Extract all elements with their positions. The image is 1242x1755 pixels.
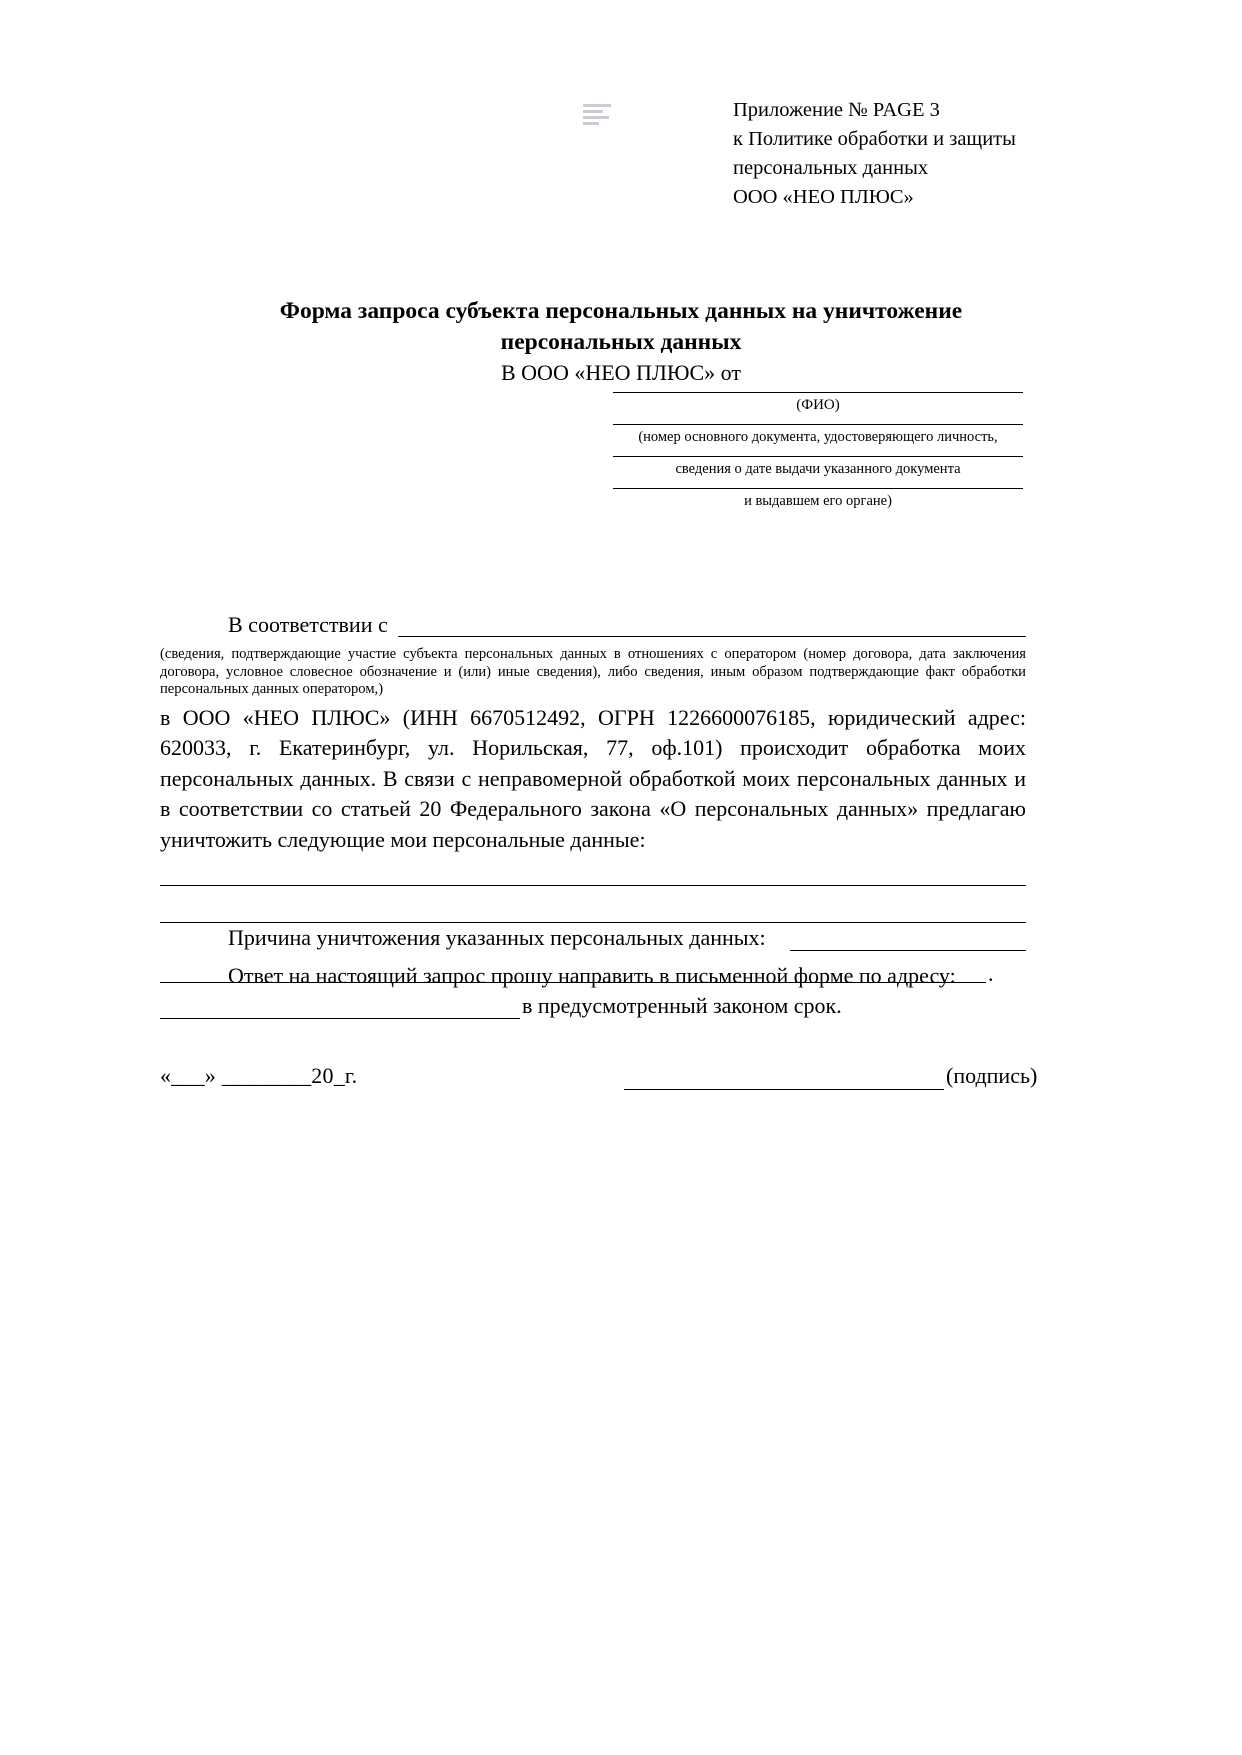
field-id-date-caption: сведения о дате выдачи указанного документа (675, 461, 961, 477)
reason-trailing-dot: . (988, 961, 994, 986)
answer-label: Ответ на настоящий запрос прошу направить в письменной форме по адресу: (228, 963, 956, 988)
address-row (160, 993, 1026, 1027)
field-id-date[interactable] (613, 456, 1023, 488)
header-line-1: Приложение № PAGE 3 (733, 99, 940, 121)
field-id-number-caption: (номер основного документа, удостоверяющего личность, (638, 429, 998, 445)
data-to-destroy-line-1[interactable] (160, 885, 1026, 886)
header-line-4: ООО «НЕО ПЛЮС» (733, 186, 914, 208)
header-annex-block (733, 96, 1153, 212)
addressee-line: В ООО «НЕО ПЛЮС» от (501, 360, 741, 385)
accordance-hint: (сведения, подтверждающие участие субъекта персональных данных в отношениях с оператором (номер договора, дата заключения договора, условное словесное обозначение и (или) иные сведения), либо сведения, иным образом подтверждающие факт обработки персональных данных оператором,) (160, 646, 1026, 697)
term-text: в предусмотренный законом срок. (522, 993, 842, 1018)
page-title-line-2: персональных данных (500, 329, 742, 355)
answer-row (160, 957, 1026, 989)
main-paragraph: в ООО «НЕО ПЛЮС» (ИНН 6670512492, ОГРН 1226600076185, юридический адрес: 620033, г. Екатеринбург, ул. Норильская, 77, оф.101) происходит обработка моих персональных данных. В связи с неправомерной обработкой моих персональных данных и в соответствии со статьей 20 Федерального закона «О персональных данных» предлагаю уничтожить следующие мои персональные данные: (160, 704, 1026, 852)
accordance-input-line[interactable] (398, 636, 1026, 637)
document-watermark-icon (583, 104, 613, 130)
header-line-3: персональных данных (733, 157, 929, 179)
date-field[interactable]: «___» ________20_г. (160, 1063, 358, 1088)
field-fio-caption: (ФИО) (796, 397, 840, 413)
address-input-line[interactable] (160, 1018, 520, 1019)
page-title-line-1: Форма запроса субъекта персональных данных на уничтожение (279, 298, 963, 324)
field-id-issuer-caption: и выдавшем его органе) (744, 493, 892, 509)
signature-line[interactable] (624, 1089, 944, 1090)
field-id-number[interactable] (613, 424, 1023, 456)
applicant-fields (613, 392, 1023, 520)
reason-row (160, 925, 1026, 955)
signature-label: (подпись) (946, 1063, 1038, 1088)
field-fio[interactable] (613, 392, 1023, 424)
reason-label: Причина уничтожения указанных персональных данных: (228, 925, 766, 950)
page-title (0, 296, 1242, 358)
data-to-destroy-line-2[interactable] (160, 922, 1026, 923)
header-line-2: к Политике обработки и защиты (733, 128, 1016, 150)
field-id-issuer[interactable] (613, 488, 1023, 520)
signature-row (160, 1063, 1038, 1097)
accordance-label: В соответствии с (228, 612, 388, 637)
reason-input-line[interactable] (790, 950, 1026, 951)
accordance-row (160, 612, 1026, 642)
document-body (160, 612, 1038, 1097)
document-header (0, 96, 1242, 226)
